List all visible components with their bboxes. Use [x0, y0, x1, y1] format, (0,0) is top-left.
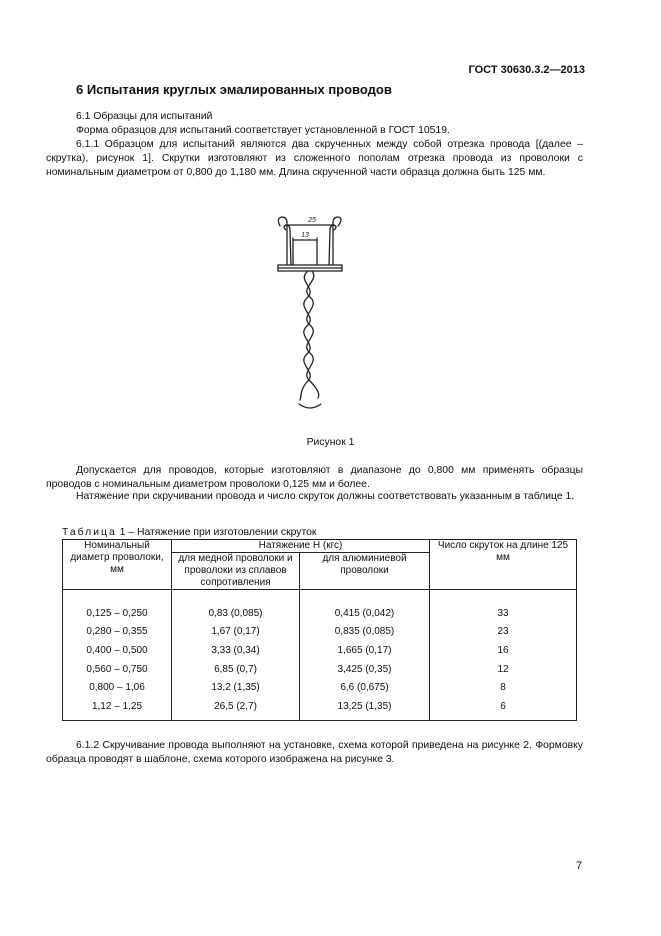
- table-cell: 6,6 (0,675): [300, 678, 430, 697]
- table-cell: 0,83 (0,085): [172, 590, 300, 623]
- header-twist-count: Число скруток на длине 125 мм: [430, 540, 577, 590]
- figure-caption: Рисунок 1: [306, 437, 355, 448]
- header-aluminium: для алюминиевой проволоки: [300, 553, 430, 590]
- table-cell: 6,85 (0,7): [172, 660, 300, 679]
- table-row: [63, 623, 577, 642]
- table-cell: 26,5 (2,7): [172, 697, 300, 720]
- table-cell: 12: [430, 660, 577, 679]
- paragraph-tension: Натяжение при скручивании провода и число скруток должны соответствовать указанным в таблице 1.: [76, 491, 575, 502]
- page-number: 7: [576, 860, 583, 872]
- table-cell: 0,835 (0,085): [300, 623, 430, 642]
- table-caption: [62, 527, 316, 538]
- table-cell: 16: [430, 641, 577, 660]
- header-tension-group: Натяжение Н (кгс): [172, 540, 430, 553]
- table-cell: 8: [430, 678, 577, 697]
- table-cell: 0,400 – 0,500: [63, 641, 172, 660]
- table-cell: 33: [430, 590, 577, 623]
- table-cell: 0,125 – 0,250: [63, 590, 172, 623]
- table-cell: 3,33 (0,34): [172, 641, 300, 660]
- twisted-wire-figure: [260, 208, 360, 420]
- table-cell: 1,67 (0,17): [172, 623, 300, 642]
- paragraph-6-1-2: 6.1.2 Скручивание провода выполняют на установке, схема которой приведена на рисунке 2. Формовку образца проводят в шаблоне, схема которого изображена на рисунке 3.: [46, 740, 583, 765]
- table-cell: 0,800 – 1,06: [63, 678, 172, 697]
- table-caption-number: 1: [119, 527, 126, 538]
- table-row: [63, 590, 577, 623]
- paragraph-allowance: Допускается для проводов, которые изготовляют в диапазоне до 0,800 мм применять образцы проводов с номинальным диаметром проволоки 0,125 мм и более.: [46, 465, 583, 490]
- header-copper: для медной проволоки и проволоки из сплавов сопротивления: [172, 553, 300, 590]
- table-cell: 3,425 (0,35): [300, 660, 430, 679]
- dimension-outer-label: 25: [308, 217, 316, 224]
- tension-table: [62, 539, 577, 721]
- table-cell: 0,415 (0,042): [300, 590, 430, 623]
- table-caption-text: – Натяжение при изготовлении скруток: [128, 527, 317, 538]
- table-row: [63, 660, 577, 679]
- document-header: ГОСТ 30630.3.2—2013: [468, 64, 585, 76]
- table-row: [63, 641, 577, 660]
- dimension-inner-label: 13: [301, 232, 309, 239]
- header-diameter: Номинальный диаметр проволоки, мм: [63, 540, 172, 590]
- table-cell: 1,12 – 1,25: [63, 697, 172, 720]
- table-cell: 6: [430, 697, 577, 720]
- table-row: [63, 697, 577, 720]
- table-cell: 0,280 – 0,355: [63, 623, 172, 642]
- paragraph-6-1-1: 6.1.1 Образцом для испытаний являются два скрученных между собой отрезка провода [(далее – скрутка), рисунок 1]. Скрутки изготовляют из сложенного пополам отрезка провода из проволоки с номинальным диаметром от 0,800 до 1,180 мм. Длина скрученной части образца должна быть 125 мм.: [46, 139, 583, 178]
- table-cell: 0,560 – 0,750: [63, 660, 172, 679]
- table-cell: 1,665 (0,17): [300, 641, 430, 660]
- paragraph-6-1: 6.1 Образцы для испытаний: [76, 111, 213, 122]
- section-title: 6 Испытания круглых эмалированных проводов: [76, 82, 392, 97]
- table-cell: 23: [430, 623, 577, 642]
- table-cell: 13,25 (1,35): [300, 697, 430, 720]
- table-row: [63, 678, 577, 697]
- table-caption-label: Таблица: [62, 527, 117, 538]
- table-cell: 13,2 (1,35): [172, 678, 300, 697]
- paragraph-form: Форма образцов для испытаний соответствует установленной в ГОСТ 10519.: [76, 125, 450, 136]
